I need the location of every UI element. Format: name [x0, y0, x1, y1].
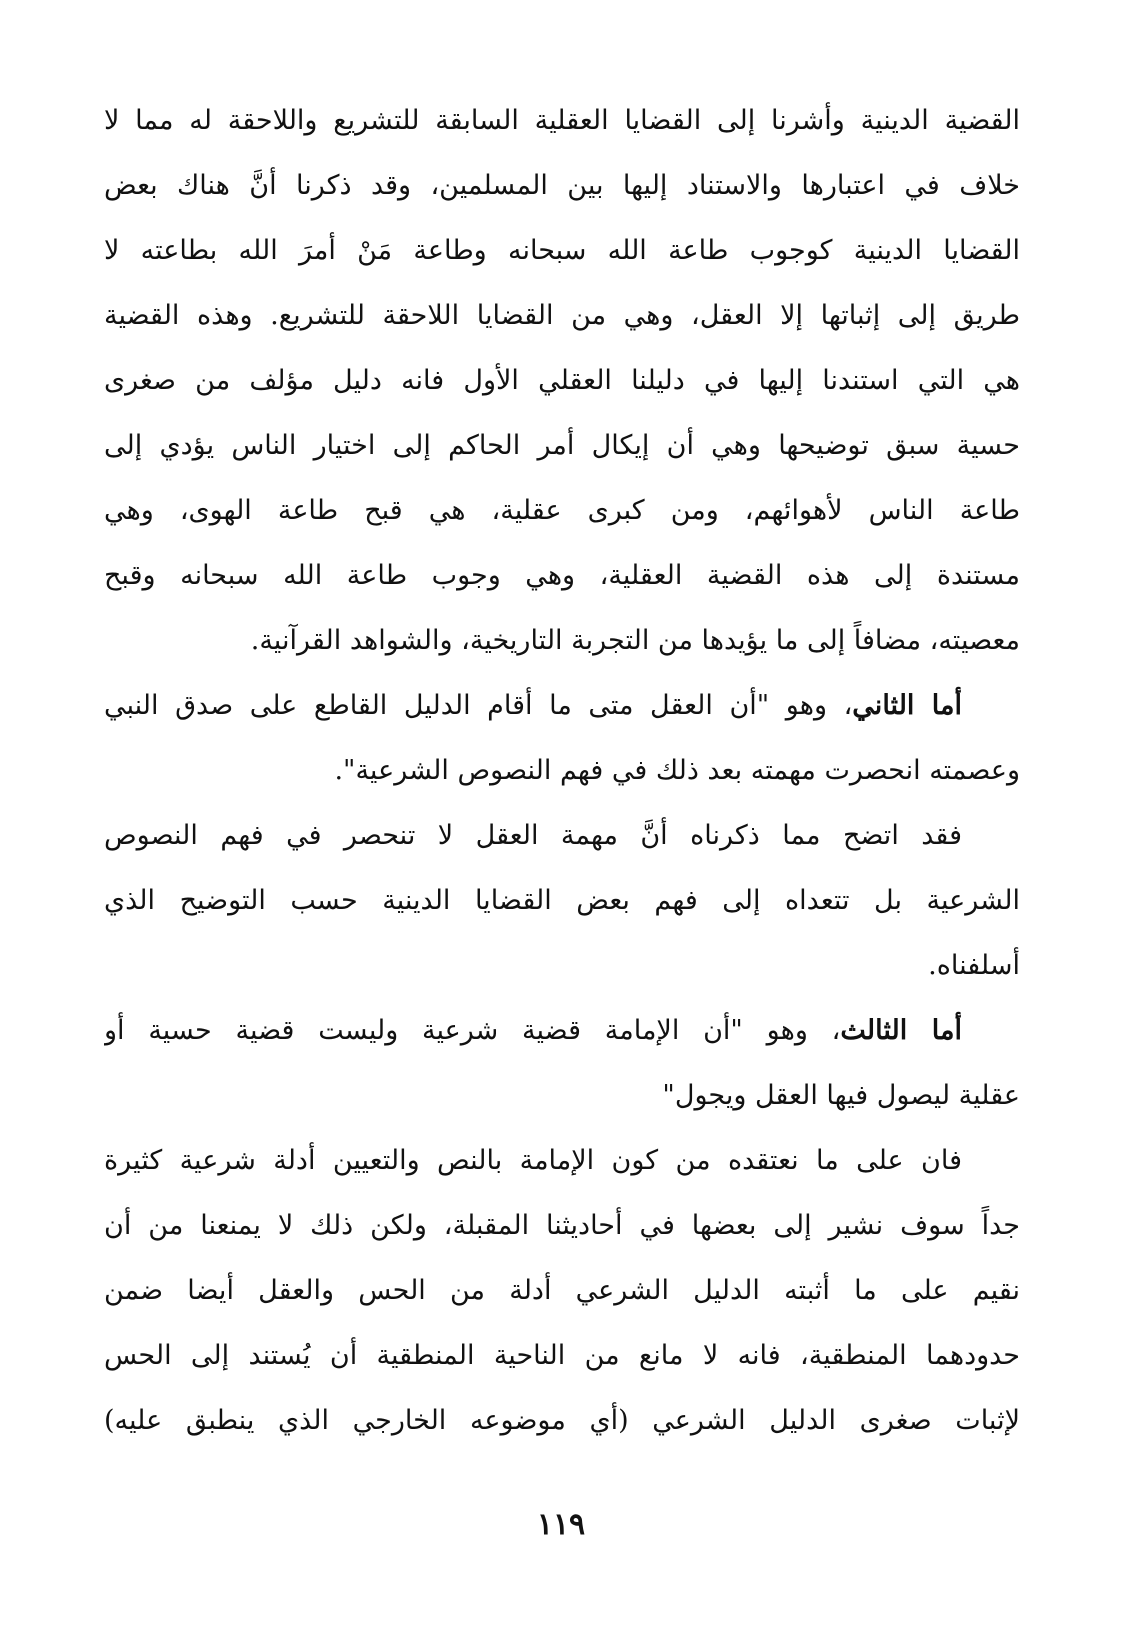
text-line: طاعة الناس لأهوائهم، ومن كبرى عقلية، هي قبح طاعة الهوى، وهي [104, 495, 1020, 526]
paragraph-2 [104, 673, 1020, 803]
text-line: عقلية ليصول فيها العقل ويجول" [662, 1080, 1020, 1111]
text-line: هي التي استندنا إليها في دليلنا العقلي الأول فانه دليل مؤلف من صغرى [104, 365, 1020, 396]
text-line: أسلفناه. [928, 950, 1020, 981]
text-line: مستندة إلى هذه القضية العقلية، وهي وجوب طاعة الله سبحانه وقبح [104, 560, 1020, 591]
text-line: نقيم على ما أثبته الدليل الشرعي أدلة من الحس والعقل أيضا ضمن [104, 1275, 1020, 1306]
paragraph-3 [104, 803, 1020, 998]
text-line: فان على ما نعتقده من كون الإمامة بالنص والتعيين أدلة شرعية كثيرة [104, 1145, 962, 1176]
page-number: ١١٩ [536, 1507, 586, 1542]
text-line: طريق إلى إثباتها إلا العقل، وهي من القضايا اللاحقة للتشريع. وهذه القضية [104, 300, 1020, 331]
paragraph-4 [104, 998, 1020, 1128]
text-line [104, 673, 1020, 738]
paragraph-1 [104, 88, 1020, 673]
text-line: حسية سبق توضيحها وهي أن إيكال أمر الحاكم إلى اختيار الناس يؤدي إلى [104, 430, 1020, 461]
text-run: ، وهو "أن العقل متى ما أقام الدليل القاطع على صدق النبي [104, 690, 853, 721]
text-line: معصيته، مضافاً إلى ما يؤيدها من التجربة التاريخية، والشواهد القرآنية. [250, 625, 1020, 656]
text-line: جداً سوف نشير إلى بعضها في أحاديثنا المقبلة، ولكن ذلك لا يمنعنا من أن [104, 1210, 1020, 1241]
text-run: ، وهو "أن الإمامة قضية شرعية وليست قضية حسية أو [104, 1015, 841, 1046]
text-line: القضية الدينية وأشرنا إلى القضايا العقلية السابقة للتشريع واللاحقة له مما لا [104, 105, 1020, 136]
text-line [104, 998, 1020, 1063]
text-line: الشرعية بل تتعداه إلى فهم بعض القضايا الدينية حسب التوضيح الذي [104, 885, 1020, 916]
text-line: القضايا الدينية كوجوب طاعة الله سبحانه وطاعة مَنْ أمرَ الله بطاعته لا [104, 235, 1020, 266]
body-text [104, 88, 1020, 1453]
paragraph-5 [104, 1128, 1020, 1453]
section-heading-second: أما الثاني [852, 690, 962, 721]
text-line: حدودهما المنطقية، فانه لا مانع من الناحية المنطقية أن يُستند إلى الحس [104, 1340, 1020, 1371]
section-heading-third: أما الثالث [840, 1015, 962, 1046]
text-line: فقد اتضح مما ذكرناه أنَّ مهمة العقل لا تنحصر في فهم النصوص [104, 820, 962, 851]
text-line: وعصمته انحصرت مهمته بعد ذلك في فهم النصوص الشرعية". [334, 755, 1020, 786]
text-line: لإثبات صغرى الدليل الشرعي (أي موضوعه الخارجي الذي ينطبق عليه) [104, 1405, 1020, 1436]
text-line: خلاف في اعتبارها والاستناد إليها بين المسلمين، وقد ذكرنا أنَّ هناك بعض [104, 170, 1020, 201]
